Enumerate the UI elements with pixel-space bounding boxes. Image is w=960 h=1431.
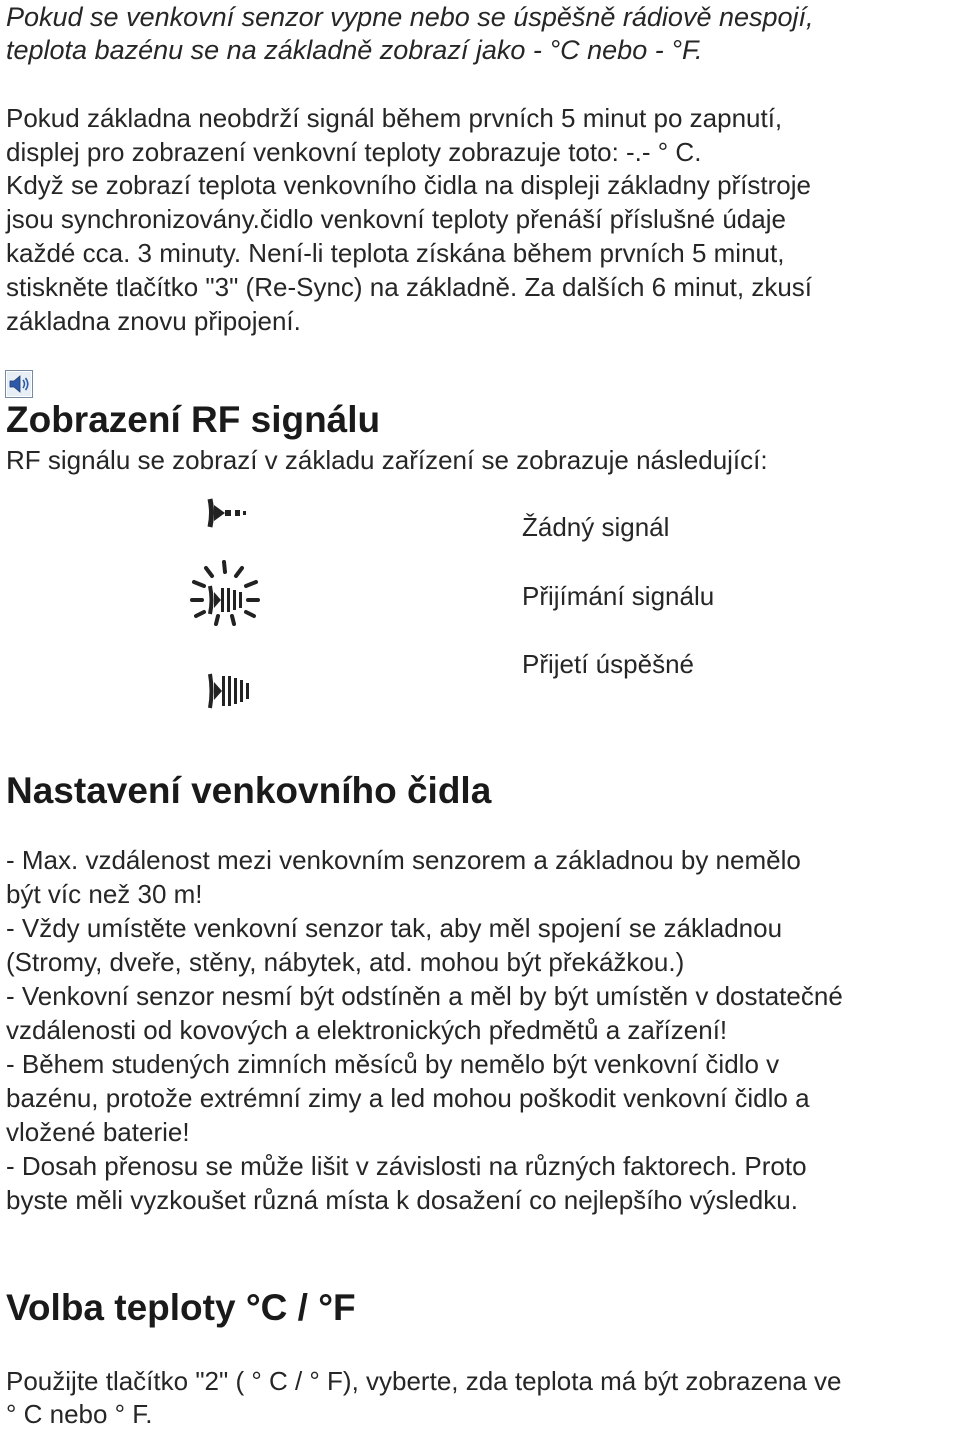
sensor-line: - Max. vzdálenost mezi venkovním senzorem a základnou by nemělo: [6, 845, 801, 875]
sensor-line: - Venkovní senzor nesmí být odstíněn a měl by být umístěn v dostatečné: [6, 981, 843, 1011]
paragraph-line: Když se zobrazí teplota venkovního čidla na displeji základny přístroje: [6, 170, 811, 200]
sensor-heading: Nastavení venkovního čidla: [6, 770, 492, 811]
paragraph-line: každé cca. 3 minuty. Není-li teplota získána během prvních 5 minut,: [6, 238, 785, 268]
paragraph-line: základna znovu připojení.: [6, 306, 301, 336]
no-signal-icon: [205, 495, 255, 531]
sensor-line: - Dosah přenosu se může lišit v závislosti na různých faktorech. Proto: [6, 1151, 807, 1181]
intro-line: Pokud se venkovní senzor vypne nebo se úspěšně rádiově nespojí,: [6, 2, 814, 32]
rf-signal-heading: Zobrazení RF signálu: [6, 399, 381, 440]
receiving-signal-label: Přijímání signálu: [522, 581, 715, 611]
sensor-line: - Vždy umístěte venkovní senzor tak, aby měl spojení se základnou: [6, 913, 783, 943]
sensor-line: bazénu, protože extrémní zimy a led mohou poškodit venkovní čidlo a: [6, 1083, 810, 1113]
paragraph-line: Pokud základna neobdrží signál během prvních 5 minut po zapnutí,: [6, 103, 783, 133]
rf-signal-intro: RF signálu se zobrazí v základu zařízení se zobrazuje následující:: [6, 445, 768, 475]
sensor-line: vložené baterie!: [6, 1117, 190, 1147]
temp-line: ° C nebo ° F.: [6, 1399, 153, 1429]
sensor-line: - Během studených zimních měsíců by nemělo být venkovní čidlo v: [6, 1049, 780, 1079]
speaker-icon[interactable]: [5, 370, 33, 398]
receiving-signal-icon: [190, 560, 260, 626]
sensor-line: být víc než 30 m!: [6, 879, 203, 909]
signal-received-label: Přijetí úspěšné: [522, 649, 694, 679]
signal-received-icon: [205, 670, 255, 712]
sensor-line: byste měli vyzkoušet různá místa k dosažení co nejlepšího výsledku.: [6, 1185, 798, 1215]
temp-unit-heading: Volba teploty °C / °F: [6, 1287, 356, 1328]
temp-line: Použijte tlačítko "2" ( ° C / ° F), vyberte, zda teplota má být zobrazena ve: [6, 1366, 842, 1396]
paragraph-line: jsou synchronizovány.čidlo venkovní teploty přenáší příslušné údaje: [6, 204, 786, 234]
paragraph-line: stiskněte tlačítko "3" (Re-Sync) na základně. Za dalších 6 minut, zkusí: [6, 272, 813, 302]
sensor-line: vzdálenosti od kovových a elektronických předmětů a zařízení!: [6, 1015, 728, 1045]
sensor-line: (Stromy, dveře, stěny, nábytek, atd. mohou být překážkou.): [6, 947, 685, 977]
intro-line: teplota bazénu se na základně zobrazí jako - °C nebo - °F.: [6, 35, 703, 65]
paragraph-line: displej pro zobrazení venkovní teploty zobrazuje toto: -.- ° C.: [6, 137, 702, 167]
no-signal-label: Žádný signál: [522, 512, 670, 542]
